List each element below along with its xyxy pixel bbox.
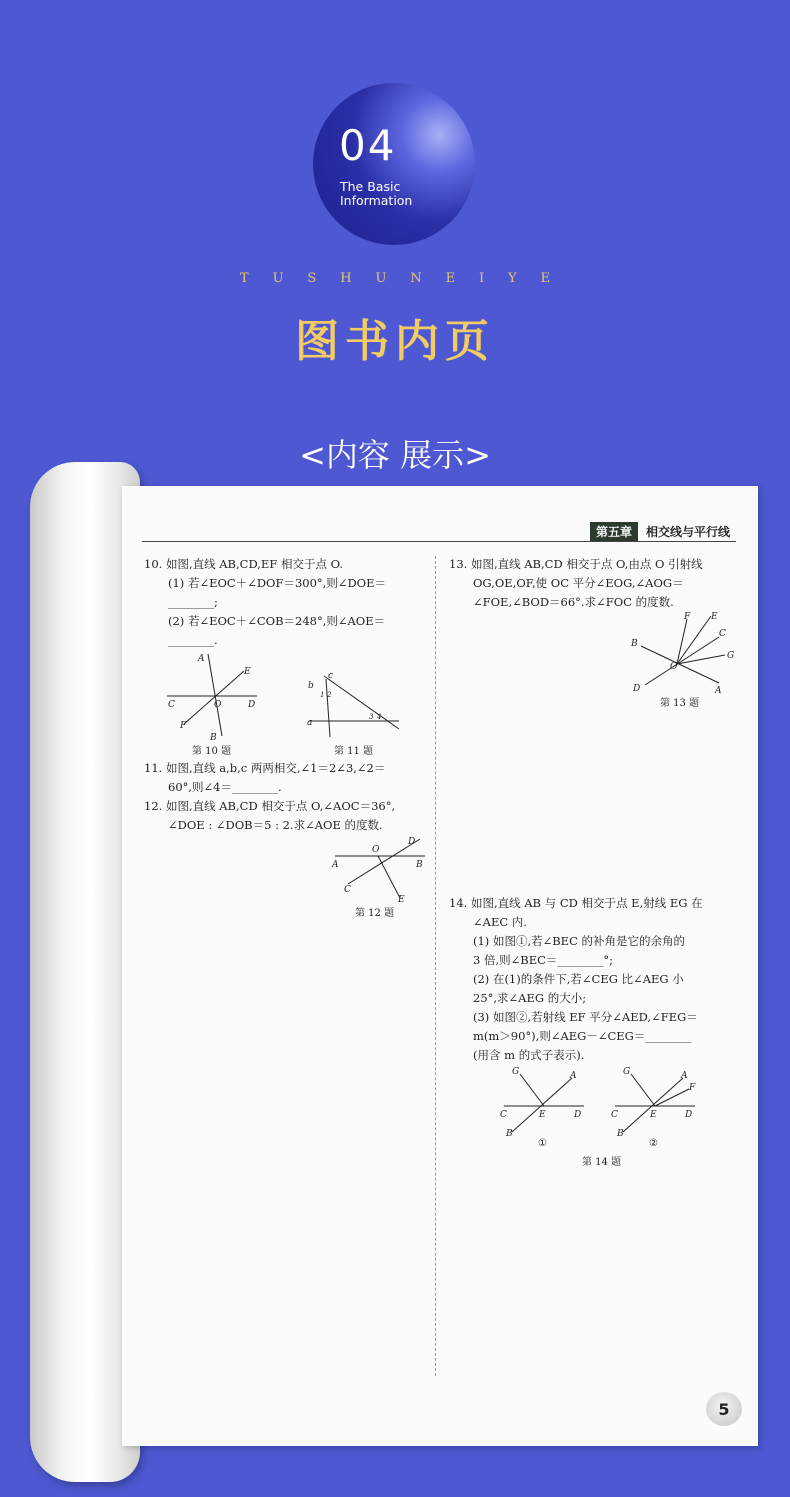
fig14a-point: B [506, 1129, 513, 1139]
figure-13 [627, 611, 737, 696]
fig14b-point: G [623, 1067, 631, 1077]
question-13 [449, 555, 739, 612]
fig10-point: B [210, 733, 217, 741]
page-number-badge: 5 [706, 1392, 742, 1426]
q14-line: (2) 在(1)的条件下,若∠CEG 比∠AEG 小 [473, 972, 684, 986]
letter: N [410, 271, 422, 286]
q10-line: (2) 若∠EOC＋∠COB＝248°,则∠AOE＝ [168, 614, 386, 628]
section-subtitle-line2: Information [340, 193, 413, 208]
fig10-point: E [244, 667, 251, 677]
fig11-angle: 1 [320, 691, 325, 699]
fig13-point: F [684, 612, 691, 622]
fig13-point: D [633, 684, 641, 694]
section-circle-badge [313, 83, 475, 245]
q11-line: 11. 如图,直线 a,b,c 两两相交,∠1＝2∠3,∠2＝ [144, 761, 386, 775]
book-page [122, 486, 758, 1446]
q14-line: m(m＞90°),则∠AEG－∠CEG＝________ [473, 1029, 692, 1043]
fig12-point: A [332, 860, 339, 870]
fig13-point: B [631, 639, 638, 649]
q14-line: 14. 如图,直线 AB 与 CD 相交于点 E,射线 EG 在 [449, 896, 703, 910]
fig13-caption: 第 13 题 [660, 698, 700, 709]
fig11-angle: 3 [369, 713, 374, 721]
q11-line: 60°,则∠4＝________. [168, 780, 282, 794]
fig12-point: D [408, 837, 416, 847]
q10-line: 10. 如图,直线 AB,CD,EF 相交于点 O. [144, 557, 344, 571]
letter: S [307, 271, 317, 286]
pinyin-letters [240, 271, 550, 286]
q14-line: (用含 m 的式子表示). [473, 1048, 585, 1062]
fig12-point: E [398, 895, 405, 905]
chapter-title: 相交线与平行线 [645, 525, 730, 539]
figure-14b [609, 1064, 699, 1139]
q13-line: ∠FOE,∠BOD＝66°.求∠FOC 的度数. [473, 595, 674, 609]
letter: E [445, 271, 456, 286]
fig14a-point: D [574, 1110, 582, 1120]
fig13-point: G [727, 651, 735, 661]
fig14a-point: E [539, 1110, 546, 1120]
fig14-caption: 第 14 题 [582, 1157, 622, 1168]
figure-14a [498, 1064, 588, 1139]
fig14-sub1: ① [538, 1138, 547, 1149]
figure-11 [304, 671, 404, 741]
fig14-sub2: ② [649, 1138, 658, 1149]
q13-line: 13. 如图,直线 AB,CD 相交于点 O,由点 O 引射线 [449, 557, 703, 571]
fig14b-point: F [689, 1083, 696, 1093]
chapter-tag: 第五章 [590, 522, 638, 541]
fig11-angle: 4 [377, 713, 382, 721]
fig10-point: C [168, 700, 175, 710]
letter: U [375, 271, 387, 286]
column-divider [435, 556, 436, 1376]
question-14 [449, 894, 739, 1065]
fig10-point: F [180, 721, 187, 731]
fig13-point: E [711, 612, 718, 622]
q10-line: ________. [168, 633, 218, 647]
fig10-caption: 第 10 题 [192, 746, 232, 757]
letter: H [340, 271, 352, 286]
q13-line: OG,OE,OF,使 OC 平分∠EOG,∠AOG＝ [473, 576, 684, 590]
figure-12 [330, 836, 430, 906]
fig11-point: c [328, 671, 334, 681]
fig14a-point: A [570, 1071, 577, 1081]
fig10-point: D [248, 700, 256, 710]
fig11-angle: 2 [327, 691, 332, 699]
section-number: 04 [339, 121, 397, 170]
q10-line: ________; [168, 595, 218, 609]
fig12-caption: 第 12 题 [355, 908, 395, 919]
q12-line: 12. 如图,直线 AB,CD 相交于点 O,∠AOC＝36°, [144, 799, 396, 813]
q14-line: (3) 如图②,若射线 EF 平分∠AED,∠FEG＝ [473, 1010, 698, 1024]
section-subtitle [340, 180, 412, 208]
figure-10 [162, 646, 262, 741]
question-12 [144, 797, 429, 835]
fig14a-point: C [500, 1110, 507, 1120]
q10-line: (1) 若∠EOC＋∠DOF＝300°,则∠DOE＝ [168, 576, 386, 590]
fig13-point: C [719, 629, 726, 639]
fig14b-point: C [611, 1110, 618, 1120]
fig14b-point: B [617, 1129, 624, 1139]
q14-line: 25°,求∠AEG 的大小; [473, 991, 587, 1005]
fig11-point: a [307, 718, 313, 728]
fig12-point: B [416, 860, 423, 870]
letter: Y [508, 271, 517, 286]
content-display-subtitle: <内容 展示> [299, 436, 491, 474]
fig11-point: b [308, 681, 314, 691]
q12-line: ∠DOE : ∠DOB＝5 : 2.求∠AOE 的度数. [168, 818, 383, 832]
fig11-caption: 第 11 题 [334, 746, 374, 757]
fig10-point: A [198, 654, 205, 664]
letter: U [272, 271, 284, 286]
section-subtitle-line1: The Basic [340, 179, 401, 194]
q14-line: (1) 如图①,若∠BEC 的补角是它的余角的 [473, 934, 686, 948]
header-rule [142, 541, 736, 542]
page-title: 图书内页 [295, 316, 495, 367]
fig14b-point: D [685, 1110, 693, 1120]
letter: T [240, 271, 249, 286]
fig14a-point: G [512, 1067, 520, 1077]
letter: E [540, 271, 550, 286]
fig12-point: O [372, 845, 380, 855]
fig13-point: O [670, 662, 678, 672]
fig14b-point: A [681, 1071, 688, 1081]
q14-line: 3 倍,则∠BEC＝________°; [473, 953, 614, 967]
question-11 [144, 759, 429, 797]
q14-line: ∠AEC 内. [473, 915, 527, 929]
fig12-point: C [344, 885, 351, 895]
fig14b-point: E [650, 1110, 657, 1120]
fig10-point: O [214, 700, 222, 710]
question-10 [144, 555, 429, 650]
fig13-point: A [715, 686, 722, 696]
chapter-header [590, 522, 730, 541]
letter: I [478, 271, 485, 286]
